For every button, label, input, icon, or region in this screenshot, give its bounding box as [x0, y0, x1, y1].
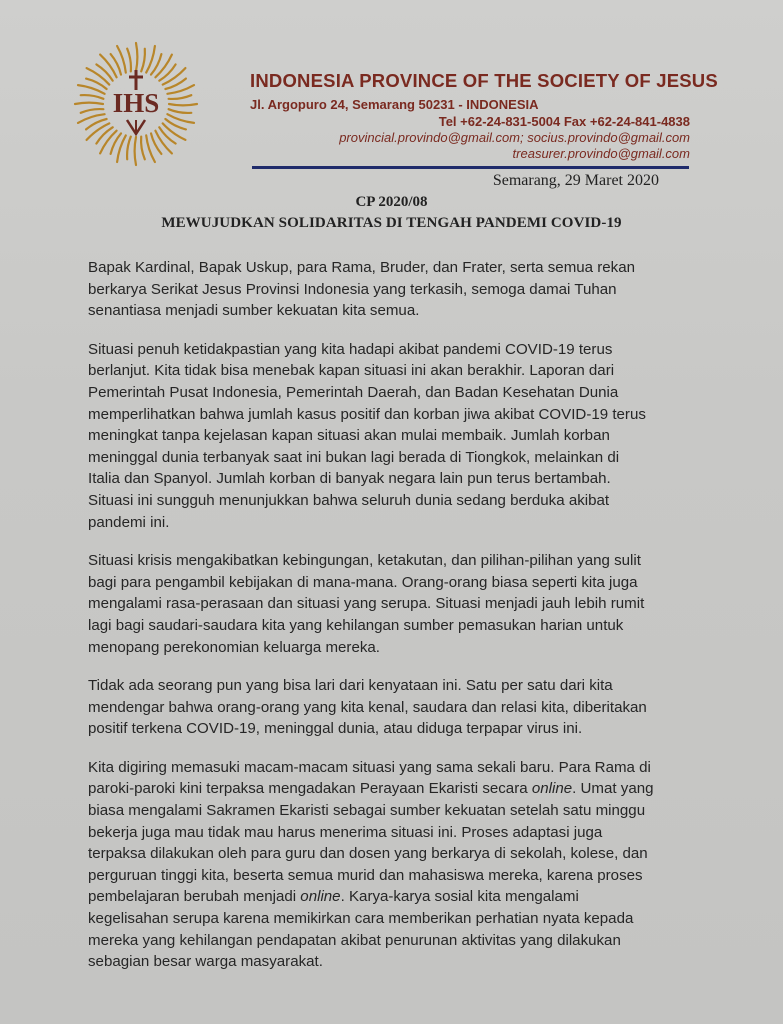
body-line: sebagian besar warga masyarakat.: [88, 953, 323, 971]
body-paragraph: [88, 257, 696, 322]
body-line: berlanjut. Kita tidak bisa menebak kapan situasi ini akan berakhir. Laporan dari: [88, 362, 615, 380]
body-line: positif terkena COVID-19, meninggal dunia, atau diduga terpapar virus ini.: [88, 720, 583, 738]
organization-name: INDONESIA PROVINCE OF THE SOCIETY OF JESUS: [250, 70, 718, 91]
contact-email-treasurer: treasurer.provindo@gmail.com: [512, 146, 690, 161]
logo-ray: [81, 95, 104, 99]
body-line: Tidak ada seorang pun yang bisa lari dari kenyataan ini. Satu per satu dari kita: [88, 677, 613, 695]
body-line: Pemerintah Pusat Indonesia, Pemerintah Daerah, dan Badan Kesehatan Dunia: [88, 383, 619, 401]
body-line: meningkat tanpa kejelasan kapan situasi akan mulai membaik. Jumlah korban: [88, 427, 610, 445]
body-line: mengalami rasa-perasaan dan situasi yang serupa. Situasi menjadi jauh lebih rumit: [88, 595, 645, 613]
logo-ray: [165, 79, 186, 89]
letter-title: MEWUJUDKAN SOLIDARITAS DI TENGAH PANDEMI COVID-19: [161, 215, 622, 231]
body-line: berkarya Serikat Jesus Provinsi Indonesia yang terkasih, semoga damai Tuhan: [88, 280, 617, 298]
logo-ray: [81, 109, 104, 113]
logo-ray: [169, 95, 192, 99]
body-line: menopang perekonomian keluarga mereka.: [88, 638, 380, 656]
body-line: pandemi ini.: [88, 513, 170, 531]
logo-ray: [135, 137, 136, 165]
contact-email: provincial.provindo@gmail.com; socius.provindo@gmail.com: [339, 130, 690, 145]
body-line: kegelisahan serupa karena memikirkan cara memberikan perhatian nyata kepada: [88, 910, 634, 928]
body-line: mereka yang kehilangan pendapatan akibat penurunan aktivitas yang dilakukan: [88, 931, 621, 949]
logo-ray: [146, 46, 155, 73]
logo-ray: [127, 49, 131, 72]
logo-ray: [117, 135, 126, 162]
contact-phone: Tel +62-24-831-5004 Fax +62-24-841-4838: [438, 114, 690, 129]
organization-address: Jl. Argopuro 24, Semarang 50231 - INDONESIA: [250, 97, 539, 112]
body-line: bagi para pengambil kebijakan di mana-mana. Orang-orang biasa seperti kita juga: [88, 573, 638, 591]
letter-body: [88, 257, 696, 990]
body-line: Kita digiring memasuki macam-macam situasi yang sama sekali baru. Para Rama di: [88, 758, 651, 776]
logo-ray: [141, 49, 145, 72]
body-line: senantiasa menjadi sumber kekuatan kita semua.: [88, 302, 420, 320]
body-line: memperlihatkan bahwa jumlah kasus positif dan korban jiwa akibat COVID-19 terus: [88, 405, 646, 423]
logo-monogram: IHS: [112, 88, 160, 118]
logo-ray: [169, 109, 192, 113]
body-line: Situasi krisis mengakibatkan kebingungan, ketakutan, dan pilihan-pilihan yang sulit: [88, 552, 641, 570]
logo-ray: [86, 119, 107, 129]
body-line: lagi bagi saudari-saudara kita yang kehilangan sumber pemasukan harian untuk: [88, 616, 624, 634]
body-line: Situasi penuh ketidakpastian yang kita hadapi akibat pandemi COVID-19 terus: [88, 340, 613, 358]
body-paragraph: [88, 550, 696, 658]
letter-reference: CP 2020/08: [355, 194, 428, 210]
logo-ray: [111, 54, 121, 75]
body-line: terpaksa dilakukan oleh para guru dan dosen yang berkarya di sekolah, kolese, dan: [88, 845, 648, 863]
body-paragraph: [88, 757, 696, 973]
body-line: pembelajaran berubah menjadi online. Karya-karya sosial kita mengalami: [88, 888, 579, 906]
body-line: Italia dan Spanyol. Jumlah korban di banyak negara lain pun terus bertambah.: [88, 470, 611, 488]
body-line: mendengar bahwa orang-orang yang kita kenal, saudara dan relasi kita, diberitakan: [88, 698, 647, 716]
body-paragraph: [88, 675, 696, 740]
logo-ray: [169, 104, 197, 105]
body-line: paroki-paroki kini terpaksa mengadakan Perayaan Ekaristi secara online. Umat yang: [88, 780, 654, 798]
body-line: biasa mengalami Sakramen Ekaristi sebagai sumber kekuatan setelah satu minggu: [88, 802, 646, 820]
body-line: Bapak Kardinal, Bapak Uskup, para Rama, Bruder, dan Frater, serta semua rekan: [88, 259, 636, 276]
body-line: perguruan tinggi kita, beserta semua murid dan mahasiswa mereka, karena proses: [88, 866, 643, 884]
letterhead-divider: [252, 166, 689, 169]
logo-ray: [136, 43, 137, 71]
logo-ray: [141, 137, 145, 160]
body-paragraph: [88, 339, 696, 533]
body-line: Situasi ini sungguh menunjukkan bahwa seluruh dunia sedang berduka akibat: [88, 491, 610, 509]
logo-ray: [167, 114, 194, 123]
logo-ray: [78, 85, 105, 94]
body-line: meninggal dunia terbanyak saat ini bukan lagi berada di Tiongkok, melainkan di: [88, 448, 620, 466]
letterhead: [250, 70, 718, 161]
ihs-sunburst-logo: [72, 40, 200, 168]
logo-ray: [127, 137, 131, 160]
body-line: bekerja juga mau tidak mau harus menerima situasi ini. Proses adaptasi juga: [88, 823, 603, 841]
logo-ray: [151, 133, 161, 154]
logo-ray: [75, 103, 103, 104]
letter-date: Semarang, 29 Maret 2020: [492, 172, 659, 189]
